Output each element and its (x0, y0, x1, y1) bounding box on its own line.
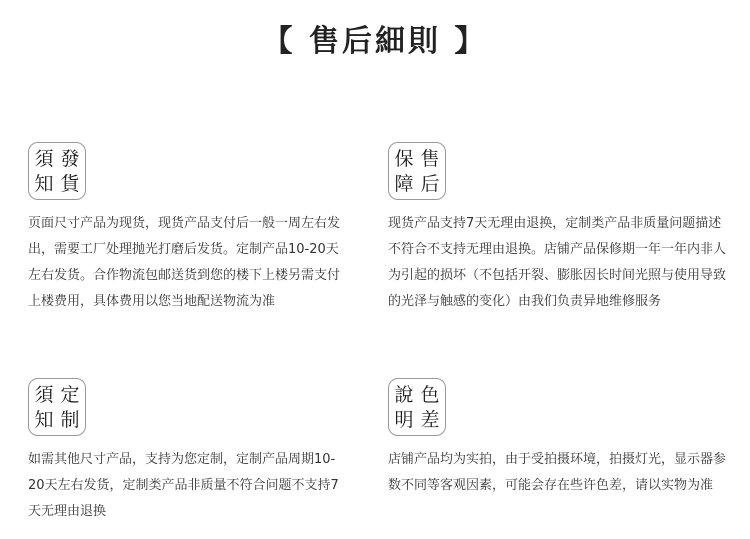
page-title: 【 售后細則 】 (262, 24, 488, 59)
badge-color-difference (388, 378, 446, 436)
badge-char: 定 (60, 383, 80, 406)
section-shipping-notice (28, 142, 368, 315)
badge-char: 知 (34, 172, 54, 195)
badge-char: 保 (394, 147, 414, 170)
badge-char: 發 (60, 147, 80, 170)
badge-after-sales-guarantee (388, 142, 446, 200)
badge-shipping-notice (28, 142, 86, 200)
badge-char: 色 (420, 383, 440, 406)
badge-char: 說 (394, 383, 414, 406)
badge-char: 售 (420, 147, 440, 170)
badge-char: 須 (34, 147, 54, 170)
badge-char: 制 (60, 408, 80, 431)
section-text: 如需其他尺寸产品，支持为您定制，定制产品周期10-20天左右发货，定制类产品非质量不符合问题不支持7天无理由退换 (28, 452, 339, 519)
badge-char: 明 (394, 408, 414, 431)
badge-char: 后 (420, 172, 440, 195)
badge-char: 差 (420, 408, 440, 431)
badge-char: 障 (394, 172, 414, 195)
section-custom-notice (28, 378, 368, 525)
badge-custom-notice (28, 378, 86, 436)
badge-char: 貨 (60, 172, 80, 195)
badge-char: 須 (34, 383, 54, 406)
badge-char: 知 (34, 408, 54, 431)
section-text: 店铺产品均为实拍，由于受拍摄环境，拍摄灯光，显示器参数不同等客观因素，可能会存在些许色差，请以实物为准 (388, 452, 727, 493)
section-color-difference (388, 378, 728, 499)
section-text: 页面尺寸产品为现货，现货产品支付后一般一周左右发出，需要工厂处理抛光打磨后发货。定制产品10-20天左右发货。合作物流包邮送货到您的楼下上楼另需支付上楼费用，具体费用以您当地配送物流为准 (28, 216, 341, 309)
section-text: 现货产品支持7天无理由退换，定制类产品非质量问题描述不符合不支持无理由退换。店铺产品保修期一年一年内非人为引起的损坏（不包括开裂、膨胀因长时间光照与使用导致的光泽与触感的变化）由我们负责异地维修服务 (388, 216, 727, 309)
section-after-sales-guarantee (388, 142, 728, 315)
